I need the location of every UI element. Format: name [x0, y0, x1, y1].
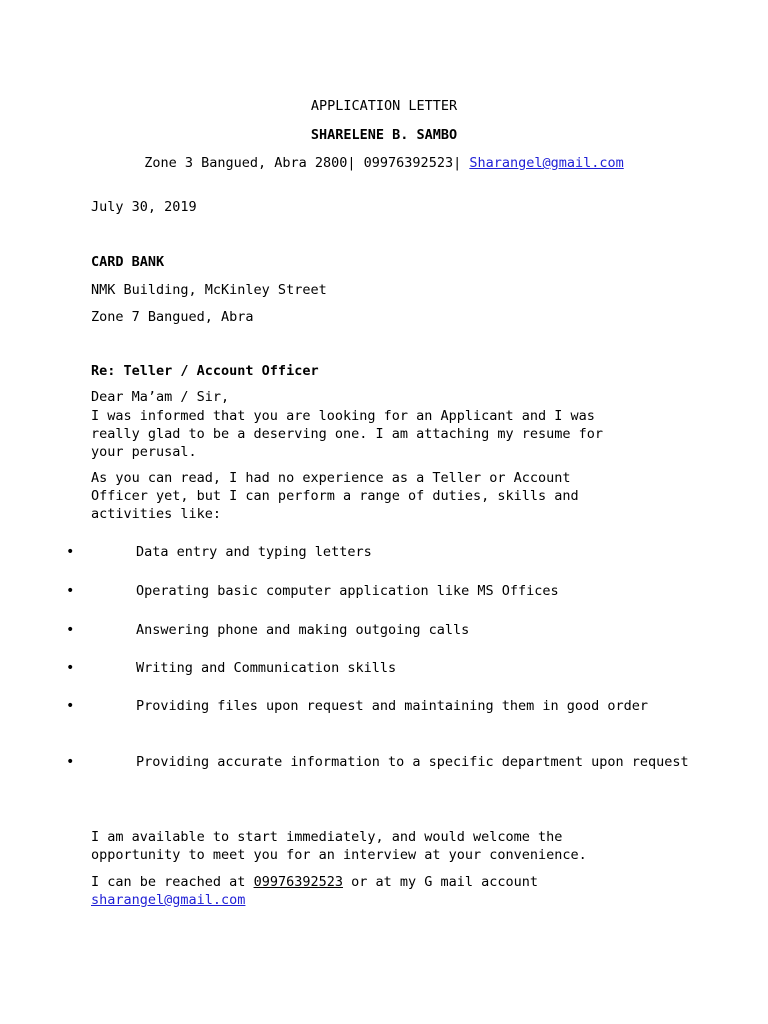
reach-email-link[interactable]: sharangel@gmail.com: [91, 892, 246, 908]
bullet-icon: •: [66, 583, 75, 599]
list-item-text: Operating basic computer application like MS Offices: [136, 583, 559, 599]
applicant-name: SHARELENE B. SAMBO: [310, 127, 458, 143]
contact-email-link[interactable]: Sharangel@gmail.com: [469, 155, 624, 171]
bullet-icon: •: [66, 698, 75, 714]
bullet-icon: •: [66, 660, 75, 676]
contact-reach-paragraph: [91, 873, 691, 909]
list-item-text: Providing accurate information to a specific department upon request: [136, 754, 689, 770]
reach-text-before: I can be reached at: [91, 874, 254, 890]
subject-line: Re: Teller / Account Officer: [91, 363, 319, 379]
letter-title: APPLICATION LETTER: [310, 98, 458, 114]
reach-text-after: or at my G mail account: [342, 874, 539, 890]
recipient-address-line2: Zone 7 Bangued, Abra: [91, 309, 254, 325]
contact-address-phone: Zone 3 Bangued, Abra 2800| 09976392523|: [144, 155, 470, 171]
reach-phone-link[interactable]: 09976392523: [253, 874, 343, 890]
recipient-name: CARD BANK: [91, 254, 165, 270]
salutation: Dear Ma’am / Sir,: [91, 389, 230, 405]
bullet-icon: •: [66, 544, 75, 560]
list-item-text: Answering phone and making outgoing calls: [136, 622, 470, 638]
closing-paragraph: I am available to start immediately, and would welcome the opportunity to meet you for an interview at your convenience.: [91, 829, 587, 863]
contact-line: [0, 155, 768, 171]
list-item-text: Providing files upon request and maintaining them in good order: [136, 698, 649, 714]
body-paragraph-2: As you can read, I had no experience as a Teller or Account Officer yet, but I can perform a range of duties, skills and activities like:: [91, 470, 579, 522]
body-paragraph-1: I was informed that you are looking for an Applicant and I was really glad to be a deserving one. I am attaching my resume for your perusal.: [91, 408, 604, 460]
list-item-text: Writing and Communication skills: [136, 660, 397, 676]
list-item-text: Data entry and typing letters: [136, 544, 372, 560]
letter-date: July 30, 2019: [91, 199, 197, 215]
bullet-icon: •: [66, 754, 75, 770]
bullet-icon: •: [66, 622, 75, 638]
recipient-address-line1: NMK Building, McKinley Street: [91, 282, 327, 298]
